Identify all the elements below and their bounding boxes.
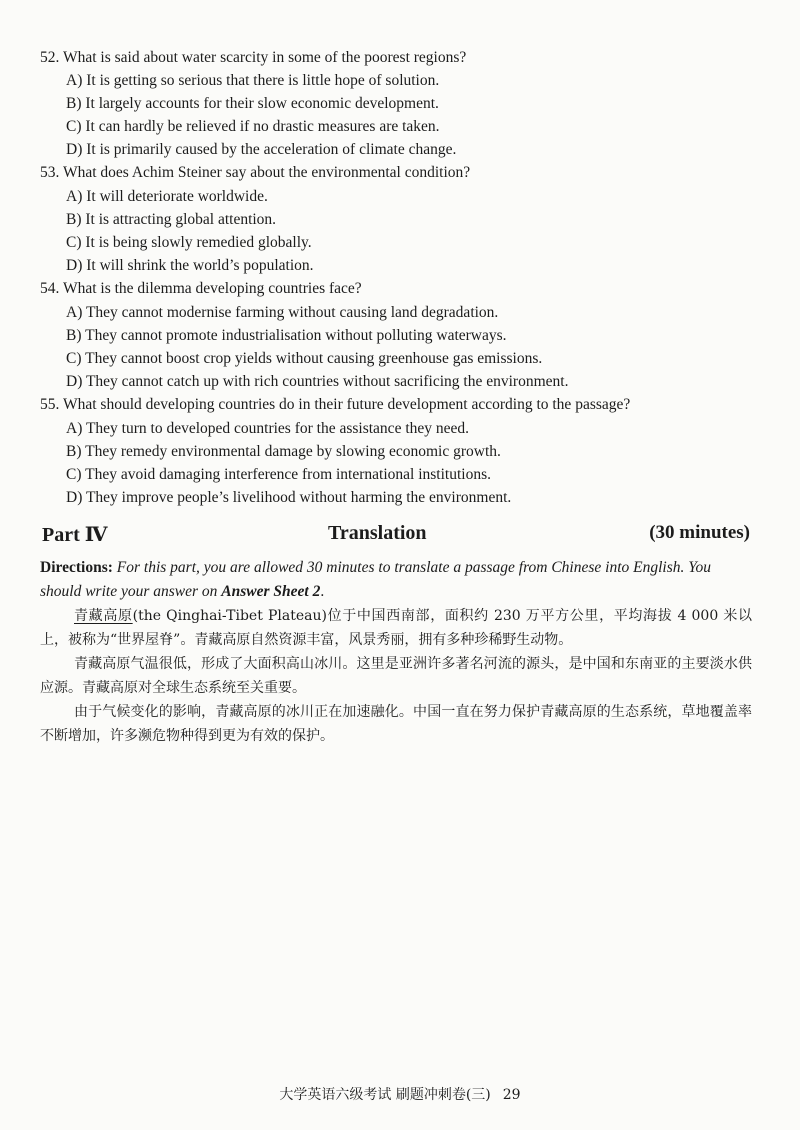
answer-option: D) They improve people’s livelihood without harming the environment. bbox=[66, 489, 512, 506]
part-time-limit: (30 minutes) bbox=[649, 522, 750, 543]
answer-sheet-ref: Answer Sheet 2 bbox=[221, 583, 321, 600]
answer-option: C) They cannot boost crop yields without causing greenhouse gas emissions. bbox=[66, 350, 543, 367]
answer-option: C) It is being slowly remedied globally. bbox=[66, 234, 312, 251]
question-stem: 55. What should developing countries do in their future development according to the passage? bbox=[40, 396, 631, 413]
directions-body: For this part, you are allowed 30 minutes to translate a passage from Chinese into English. You should write your answer on bbox=[40, 559, 711, 600]
question-stem: 52. What is said about water scarcity in some of the poorest regions? bbox=[40, 49, 467, 66]
part-header bbox=[42, 522, 750, 550]
answer-option: D) It is primarily caused by the acceleration of climate change. bbox=[66, 141, 457, 158]
part-title: Translation bbox=[328, 522, 427, 544]
answer-option: A) They cannot modernise farming without causing land degradation. bbox=[66, 304, 499, 321]
answer-option: C) It can hardly be relieved if no drastic measures are taken. bbox=[66, 118, 440, 135]
answer-option: B) It largely accounts for their slow economic development. bbox=[66, 95, 439, 112]
question-stem: 54. What is the dilemma developing countries face? bbox=[40, 280, 362, 297]
question-stem: 53. What does Achim Steiner say about the environmental condition? bbox=[40, 164, 471, 181]
answer-option: C) They avoid damaging interference from international institutions. bbox=[66, 466, 491, 483]
answer-option: D) It will shrink the world’s population. bbox=[66, 257, 314, 274]
page-number: 29 bbox=[502, 1087, 521, 1103]
answer-option: A) It will deteriorate worldwide. bbox=[66, 188, 268, 205]
answer-option: A) They turn to developed countries for the assistance they need. bbox=[66, 420, 470, 437]
passage-text: (the Qinghai-Tibet Plateau)位于中国西南部，面积约 230 万平方公里，平均海拔 4 000 米以上，被称为“世界屋脊”。青藏高原自然资源丰富，风景秀丽，拥有多种珍稀野生动物。 bbox=[40, 608, 752, 648]
directions bbox=[40, 556, 750, 604]
passage-paragraph: 青藏高原气温很低，形成了大面积高山冰川。这里是亚洲许多著名河流的源头，是中国和东南亚的主要淡水供应源。青藏高原对全球生态系统至关重要。 bbox=[40, 656, 752, 696]
passage-paragraph: 由于气候变化的影响，青藏高原的冰川正在加速融化。中国一直在努力保护青藏高原的生态系统，草地覆盖率不断增加，许多濒危物种得到更为有效的保护。 bbox=[40, 704, 752, 744]
answer-option: B) They remedy environmental damage by slowing economic growth. bbox=[66, 443, 501, 460]
answer-option: B) They cannot promote industrialisation without polluting waterways. bbox=[66, 327, 507, 344]
book-title: 大学英语六级考试 刷题冲刺卷(三) bbox=[279, 1087, 491, 1103]
answer-option: A) It is getting so serious that there is little hope of solution. bbox=[66, 72, 440, 89]
page-footer bbox=[0, 1084, 800, 1104]
directions-end: . bbox=[320, 583, 325, 600]
part-label: Part Ⅳ bbox=[42, 524, 108, 546]
answer-option: B) It is attracting global attention. bbox=[66, 211, 277, 228]
passage-term: 青藏高原 bbox=[74, 608, 133, 624]
passage-paragraph bbox=[40, 604, 752, 652]
answer-option: D) They cannot catch up with rich countries without sacrificing the environment. bbox=[66, 373, 569, 390]
directions-lead: Directions: bbox=[40, 559, 113, 576]
